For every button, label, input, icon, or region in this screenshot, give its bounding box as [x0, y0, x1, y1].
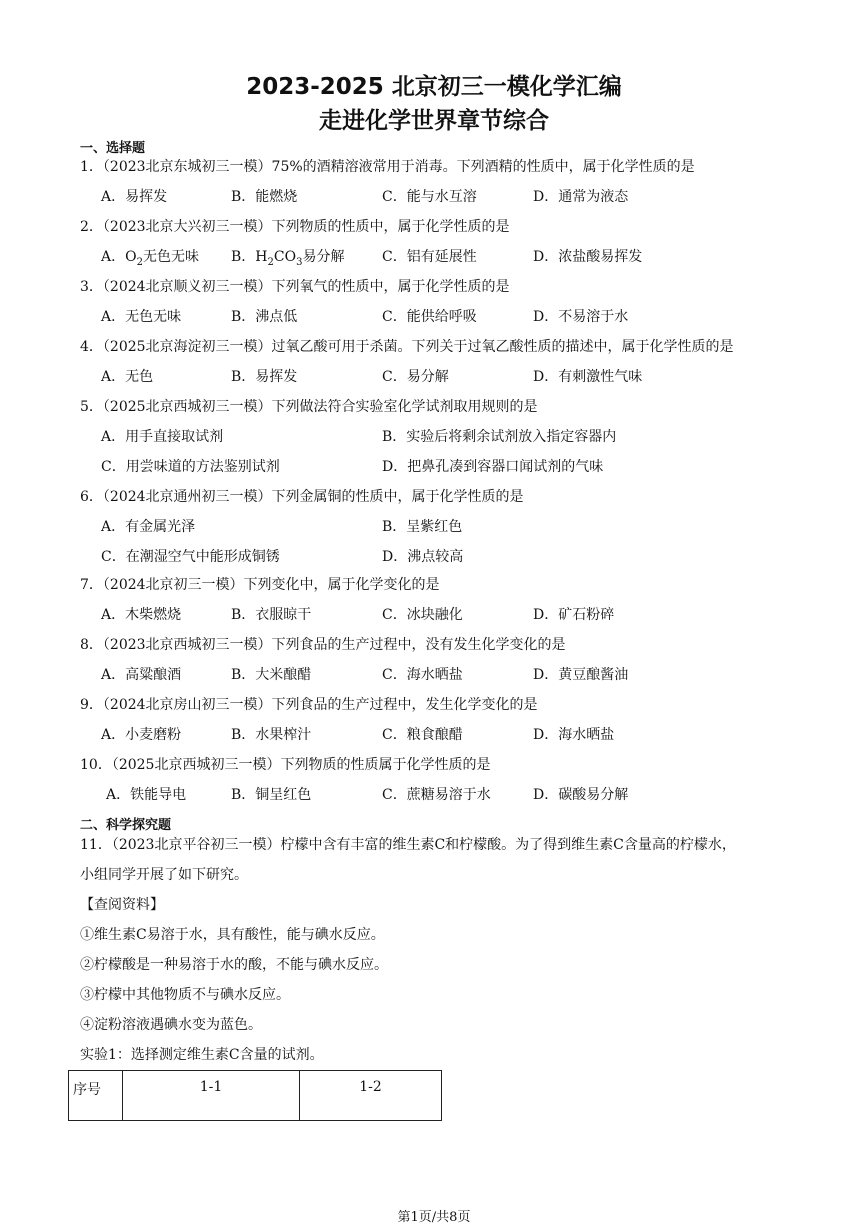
reference-item-1: ①维生素C易溶于水，具有酸性，能与碘水反应。	[80, 927, 385, 943]
option-d: D．沸点较高	[382, 549, 464, 565]
option-a: A．易挥发	[101, 189, 168, 205]
option-d: D．浓盐酸易挥发	[533, 249, 643, 265]
question-11-stem-line1: 11．（2023北京平谷初三一模）柠檬中含有丰富的维生素C和柠檬酸。为了得到维生素C含量高的柠檬水，	[80, 837, 736, 853]
option-c: C．用尝味道的方法鉴别试剂	[101, 459, 280, 475]
option-c: C．易分解	[382, 369, 449, 385]
question-10-options	[0, 784, 868, 804]
option-c: C．能供给呼吸	[382, 309, 477, 325]
page-footer: 第1页/共8页	[397, 1210, 471, 1225]
question-8-options	[0, 664, 868, 684]
option-a: A．用手直接取试剂	[101, 429, 224, 445]
option-b: B．大米酿醋	[231, 667, 312, 683]
question-8-stem: 8．（2023北京西城初三一模）下列食品的生产过程中，没有发生化学变化的是	[80, 637, 566, 653]
reference-item-4: ④淀粉溶液遇碘水变为蓝色。	[80, 1017, 262, 1033]
option-d: D．通常为液态	[533, 189, 629, 205]
question-4-stem: 4．（2025北京海淀初三一模）过氧乙酸可用于杀菌。下列关于过氧乙酸性质的描述中，属于化学性质的是	[80, 339, 734, 355]
question-6-options-row1	[0, 516, 868, 536]
page-title-line2: 走进化学世界章节综合	[319, 108, 549, 134]
option-c: C．在潮湿空气中能形成铜锈	[101, 549, 280, 565]
question-6-options-row2	[0, 546, 868, 566]
option-d: D．碳酸易分解	[533, 787, 629, 803]
option-d: D．有刺激性气味	[533, 369, 643, 385]
reference-heading: 【查阅资料】	[80, 897, 164, 913]
option-b: B．$H_2CO_3$易分解	[231, 249, 345, 268]
option-b: B．能燃烧	[231, 189, 298, 205]
option-d: D．黄豆酿酱油	[533, 667, 629, 683]
question-1-options	[0, 186, 868, 206]
question-7-options	[0, 604, 868, 624]
section-heading-choice: 一、选择题	[80, 141, 146, 156]
page-title-line1: 2023-2025 北京初三一模化学汇编	[246, 74, 622, 100]
table-header-cell: 序号	[69, 1071, 123, 1121]
option-a: A．无色	[101, 369, 154, 385]
question-2-stem: 2．（2023北京大兴初三一模）下列物质的性质中，属于化学性质的是	[80, 219, 510, 235]
option-c: C．冰块融化	[382, 607, 463, 623]
option-c: C．能与水互溶	[382, 189, 477, 205]
question-7-stem: 7．（2024北京初三一模）下列变化中，属于化学变化的是	[80, 577, 440, 593]
option-c: C．铝有延展性	[382, 249, 477, 265]
option-a: A．木柴燃烧	[101, 607, 182, 623]
option-d: D．不易溶于水	[533, 309, 629, 325]
option-d: D．海水晒盐	[533, 727, 615, 743]
option-b: B．呈紫红色	[382, 519, 463, 535]
question-5-options-row2	[0, 456, 868, 476]
experiment-1-heading: 实验1：选择测定维生素C含量的试剂。	[80, 1047, 324, 1063]
question-11-stem-line2: 小组同学开展了如下研究。	[80, 867, 248, 883]
option-c: C．海水晒盐	[382, 667, 463, 683]
option-d: D．把鼻孔凑到容器口闻试剂的气味	[382, 459, 604, 475]
option-b: B．铜呈红色	[231, 787, 312, 803]
question-5-stem: 5．（2025北京西城初三一模）下列做法符合实验室化学试剂取用规则的是	[80, 399, 538, 415]
option-b: B．水果榨汁	[231, 727, 312, 743]
option-c: C．蔗糖易溶于水	[382, 787, 491, 803]
section-heading-inquiry: 二、科学探究题	[80, 818, 172, 833]
question-3-stem: 3．（2024北京顺义初三一模）下列氧气的性质中，属于化学性质的是	[80, 279, 510, 295]
reference-item-2: ②柠檬酸是一种易溶于水的酸，不能与碘水反应。	[80, 957, 388, 973]
question-2-options	[0, 246, 868, 266]
option-a: A．小麦磨粉	[101, 727, 182, 743]
question-10-stem: 10．（2025北京西城初三一模）下列物质的性质属于化学性质的是	[80, 757, 491, 773]
question-6-stem: 6．（2024北京通州初三一模）下列金属铜的性质中，属于化学性质的是	[80, 489, 524, 505]
reference-item-3: ③柠檬中其他物质不与碘水反应。	[80, 987, 290, 1003]
option-a: A．高粱酿酒	[101, 667, 182, 683]
option-c: C．粮食酿醋	[382, 727, 463, 743]
question-1-stem: 1．（2023北京东城初三一模）75%的酒精溶液常用于消毒。下列酒精的性质中，属于化学性质的是	[80, 159, 695, 175]
question-4-options	[0, 366, 868, 386]
option-a: A．$O_2$无色无味	[101, 249, 199, 268]
option-a: A．无色无味	[101, 309, 182, 325]
option-b: B．沸点低	[231, 309, 298, 325]
table-header-cell: 1-1	[123, 1071, 300, 1121]
question-9-options	[0, 724, 868, 744]
option-a: A．有金属光泽	[101, 519, 196, 535]
option-a: A．铁能导电	[106, 787, 187, 803]
option-b: B．实验后将剩余试剂放入指定容器内	[382, 429, 617, 445]
question-5-options-row1	[0, 426, 868, 446]
table-header-cell: 1-2	[300, 1071, 442, 1121]
question-9-stem: 9．（2024北京房山初三一模）下列食品的生产过程中，发生化学变化的是	[80, 697, 538, 713]
question-3-options	[0, 306, 868, 326]
option-b: B．易挥发	[231, 369, 298, 385]
experiment-table	[68, 1070, 442, 1121]
option-d: D．矿石粉碎	[533, 607, 615, 623]
table-row	[69, 1071, 442, 1121]
option-b: B．衣服晾干	[231, 607, 312, 623]
